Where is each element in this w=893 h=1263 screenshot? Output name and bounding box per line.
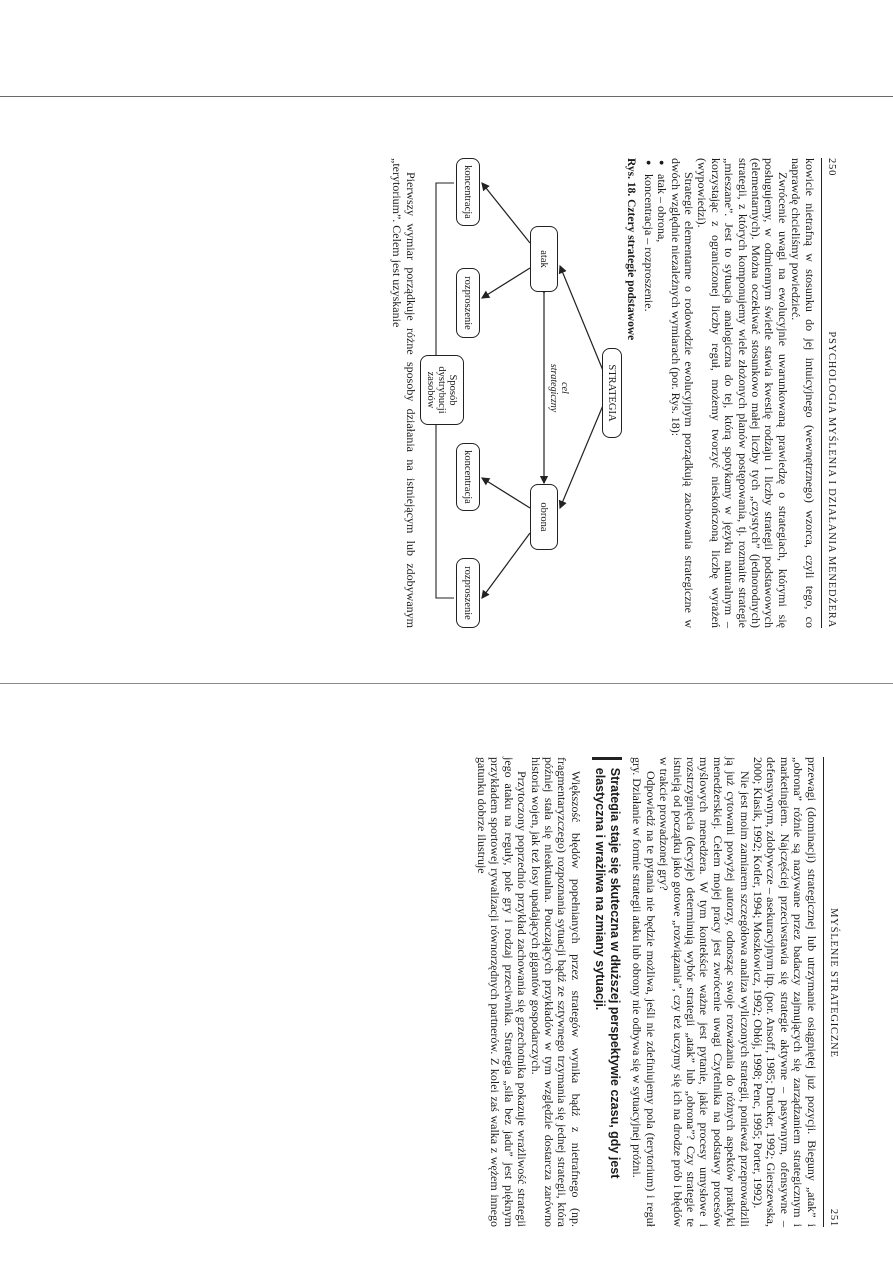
scan-edge-top — [0, 96, 893, 97]
arrow-attack-to-concentration — [482, 183, 530, 243]
right-paragraph-3: Odpowiedź na te pytania nie będzie możliwa, jeśli nie zdefiniujemy pola (terytorium) i reguł gry. Działanie w formie strategii ataku lub obrony nie odbywa się w sytuacyjnej próżni. — [630, 757, 658, 1227]
resource-line-3: zasobów — [425, 371, 437, 409]
right-page — [475, 757, 840, 1227]
goal-label-line-1: cel — [558, 382, 570, 394]
resource-line-1: Sposób — [447, 374, 459, 406]
right-paragraph-2: Nie jest moim zamiarem szczegółowa analiza wyliczonych strategii, ponieważ przeprowadzili ją już cytowani powyżej autorzy, odnosząc swoje rozważania do różnych aspektów praktyki menedżerskiej. Celem mojej pracy jest zwrócenie uwagi Czytelnika na podstawy procesów myślowych menedżera. W tym kontekście ważne jest pytanie, jakie procesy umysłowe i rozstrzygnięcia (decyzje) determinują wybór strategii „atak” lub „obrona”? Czy strategie te istnieją od początku jako gotowe „rozwiązania”, czy też uczymy się ich na drodze prób i błędów w trakcie prowadzonej gry? — [657, 757, 752, 1227]
left-paragraph-2: Zwrócenie uwagi na ewolucyjnie uwarunkowaną prawiedzę o strategiach, którymi się posługujemy, w odmiennym świetle stawia kwestię rodzaju i liczby strategii podstawowych (elementarnych). Można oczekiwać stosunkowo małej liczby tych „czystych” (jednorodnych) strategii, z których komponujemy wiele złożonych planów postępowania, tj. rozmaite strategie „mieszane”. Jest to sytuacja analogiczna do tej, którą spotykamy w języku naturalnym – korzystając z ograniczonej liczby reguł, możemy tworzyć nieskończoną liczbę wyrażeń (wypowiedzi). — [695, 158, 790, 628]
left-paragraph-3: Strategie elementarne o rodowodzie ewolucyjnym porządkują zachowania strategiczne w dwóch względnie niezależnych wymiarach (por. Rys. 18): — [668, 158, 696, 628]
figure-caption: Rys. 18. Cztery strategie podstawowe — [625, 158, 638, 341]
right-paragraph-4: Większość błędów popełnianych przez strategów wynika bądź z nietrafnego (np. fragmentaryzczego) rozpoznania sytuacji bądź ze sztywnego trzymania się jednej strategii, która później stała się nieaktualna. Pouczających przykładów w tym względzie dostarcza zarówno historia wojen, jak też losy upadających gigantów gospodarczych. — [528, 757, 583, 1227]
dispersion-right-box: rozproszenie — [456, 558, 480, 628]
pull-quote-bar — [592, 757, 622, 760]
concentration-left-box: koncentracja — [456, 158, 480, 226]
pull-quote — [592, 757, 622, 1227]
list-item: ● atak – obrona, — [655, 174, 668, 628]
left-last-paragraph: Pierwszy wymiar porządkuje różne sposoby działania na istniejącym lub zdobywanym „terytorium”. Celem jest uzyskanie — [390, 158, 418, 628]
defense-box: obrona — [530, 484, 558, 550]
right-running-title: MYŚLENIE STRATEGICZNE — [828, 908, 839, 1058]
goal-label — [548, 353, 570, 423]
resource-line-2: dystrybucji — [436, 366, 448, 414]
dispersion-left-box: rozproszenie — [456, 268, 480, 338]
goal-label-line-2: strategiczny — [547, 363, 559, 413]
arrow-defense-to-concentration — [482, 478, 530, 508]
dimension-list — [641, 158, 668, 628]
resource-distribution-box — [420, 355, 464, 425]
left-running-head — [821, 158, 838, 628]
strategy-root-box: STRATEGIA — [602, 348, 622, 438]
right-running-head — [823, 757, 840, 1227]
attack-box: atak — [530, 226, 558, 292]
pull-quote-text: Strategia staje się skuteczna w dłuższej perspektywie czasu, gdy jest elastyczna i wrażliwa na zmiany sytuacji. — [592, 767, 622, 1179]
left-page — [390, 158, 838, 628]
concentration-right-box: koncentracja — [456, 443, 480, 511]
arrow-defense-to-dispersion — [482, 533, 530, 598]
left-running-title: PSYCHOLOGIA MYŚLENIA I DZIAŁANIA MENEDŻERA — [826, 331, 837, 628]
left-page-number: 250 — [826, 158, 837, 177]
left-paragraph-1: kowicie nietrafną w stosunku do jej intuicyjnego (wewnętrznego) wzorca, czyli tego, co naprawdę chcieliśmy powiedzieć. — [789, 158, 817, 628]
right-page-number: 251 — [828, 1208, 839, 1227]
right-paragraph-1: przewagi (dominacji) strategicznej lub utrzymanie osiągniętej już pozycji. Bieguny „atak” i „obrona” różnie są nazywane przez badaczy zajmujących się zarządzaniem strategicznym i marketingiem. Najczęściej przeciwstawia się strategie aktywne – pasywnym, ofensywne – defensywnym, zdobywcze – asekuracyjnym itp. (por. Ansoff, 1985; Drucker, 1992; Gierszewska, 2000; Klasik, 1992; Kotler, 1994; Moszkowicz, 1992; Obłój, 1998; Penc, 1995; Porter, 1992). — [750, 757, 819, 1227]
list-item: ● koncentracja – rozproszenie. — [641, 174, 654, 628]
right-paragraph-5: Przytoczony poprzednio przykład zachowania się grzechotnika pokazuje wrażliwość strategii jego ataku na reguły, pole gry i rodzaj przeciwnika. Strategia „siła bez jadu” jest pięknym przykładem sportowej rywalizacji równorzędnych partnerów. Z kolei zaś walka z wężem innego gatunku dobrze ilustruje — [475, 757, 530, 1227]
arrow-attack-to-dispersion — [482, 268, 530, 298]
